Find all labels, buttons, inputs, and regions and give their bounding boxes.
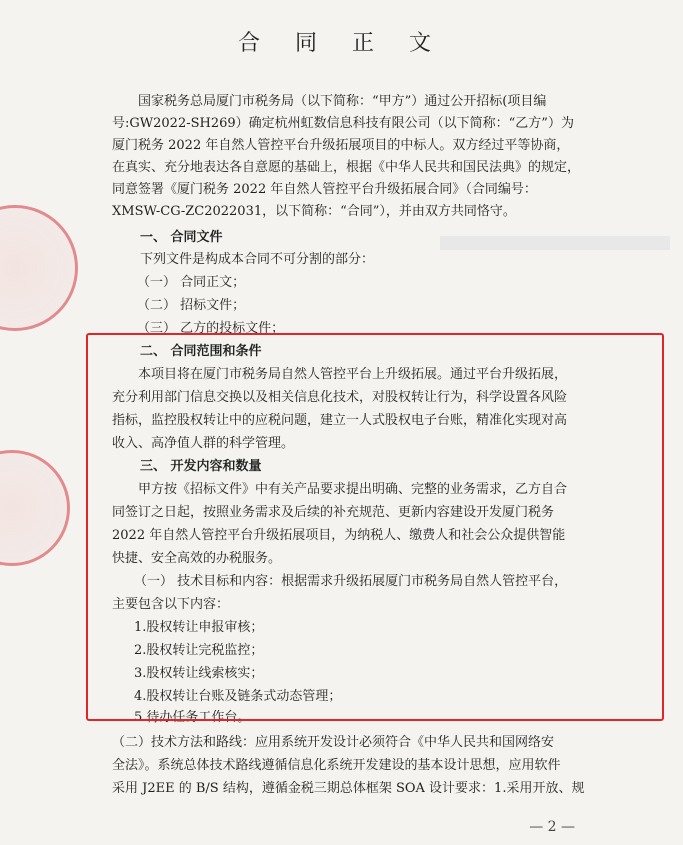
paragraph-line: XMSW-CG-ZC2022031，以下简称：“合同”），并由双方共同恪守。 [112, 204, 516, 219]
paragraph-line: 2022 年自然人管控平台升级拓展项目，为纳税人、缴费人和社会公众提供智能 [112, 528, 566, 543]
paragraph-line: 全法》。系统总体技术路线遵循信息化系统开发建设的基本设计思想，应用软件 [112, 758, 561, 773]
paragraph-line: 采用 J2EE 的 B/S 结构，遵循金税三期总体框架 SOA 设计要求：1.采用开放、规 [112, 781, 585, 796]
list-item: 5.待办任务工作台。 [134, 710, 251, 725]
list-item: 1.股权转让申报审核； [134, 620, 264, 635]
paragraph-line: 同意签署《厦门税务 2022 年自然人管控平台升级拓展合同》（合同编号： [112, 182, 537, 197]
paragraph-line: 本项目将在厦门市税务局自然人管控平台上升级拓展。通过平台升级拓展， [138, 367, 568, 382]
paragraph-line: 收入、高净值人群的科学管理。 [112, 436, 295, 451]
section-heading: 三、 开发内容和数量 [140, 459, 262, 474]
paragraph-line: 充分利用部门信息交换以及相关信息化技术，对股权转让行为，科学设置各风险 [112, 390, 568, 405]
paragraph-line: 在真实、充分地表达各自意愿的基础上，根据《中华人民共和国民法典》的规定， [112, 160, 581, 175]
paragraph-line: 号:GW2022-SH269）确定杭州虹数信息科技有限公司（以下简称：“乙方”）为 [112, 116, 574, 131]
document-title: 合 同 正 文 [238, 31, 445, 56]
paragraph-line: 同签订之日起，按照业务需求及后续的补充规范、更新内容建设开发厦门税务 [112, 505, 555, 520]
list-item: 3.股权转让线索核实； [134, 666, 264, 681]
list-item: 4.股权转让台账及链条式动态管理； [134, 689, 342, 704]
paragraph-line: 国家税务总局厦门市税务局（以下简称：“甲方”）通过公开招标(项目编 [138, 94, 547, 109]
paragraph-line: 快捷、安全高效的办税服务。 [112, 551, 282, 566]
paragraph-line: （二）技术方法和路线：应用系统开发设计必须符合《中华人民共和国网络安 [112, 735, 555, 750]
list-item: （一） 合同正文； [137, 275, 246, 290]
paragraph-line: 主要包含以下内容： [112, 597, 230, 612]
list-item: （三） 乙方的投标文件； [137, 321, 285, 336]
list-item: （二） 招标文件； [137, 298, 246, 313]
seal-stamp-bottom [0, 450, 70, 566]
paragraph-line: 指标，监控股权转让中的应税问题，建立一人式股权电子台账，精准化实现对高 [112, 413, 568, 428]
page-number: — 2 — [529, 819, 575, 835]
paragraph-line: 下列文件是构成本合同不可分割的部分： [140, 252, 375, 267]
subsection-heading: （一） 技术目标和内容：根据需求升级拓展厦门市税务局自然人管控平台， [134, 574, 568, 589]
list-item: 2.股权转让完税监控； [134, 643, 264, 658]
section-heading: 二、 合同范围和条件 [140, 344, 262, 359]
seal-stamp-top [0, 205, 78, 331]
paragraph-line: 厦门税务 2022 年自然人管控平台升级拓展项目的中标人。双方经过平等协商， [112, 138, 570, 153]
paragraph-line: 甲方按《招标文件》中有关产品要求提出明确、完整的业务需求，乙方自合 [138, 482, 568, 497]
highlight-annotation-box [86, 333, 664, 721]
section-heading: 一、 合同文件 [140, 230, 223, 245]
